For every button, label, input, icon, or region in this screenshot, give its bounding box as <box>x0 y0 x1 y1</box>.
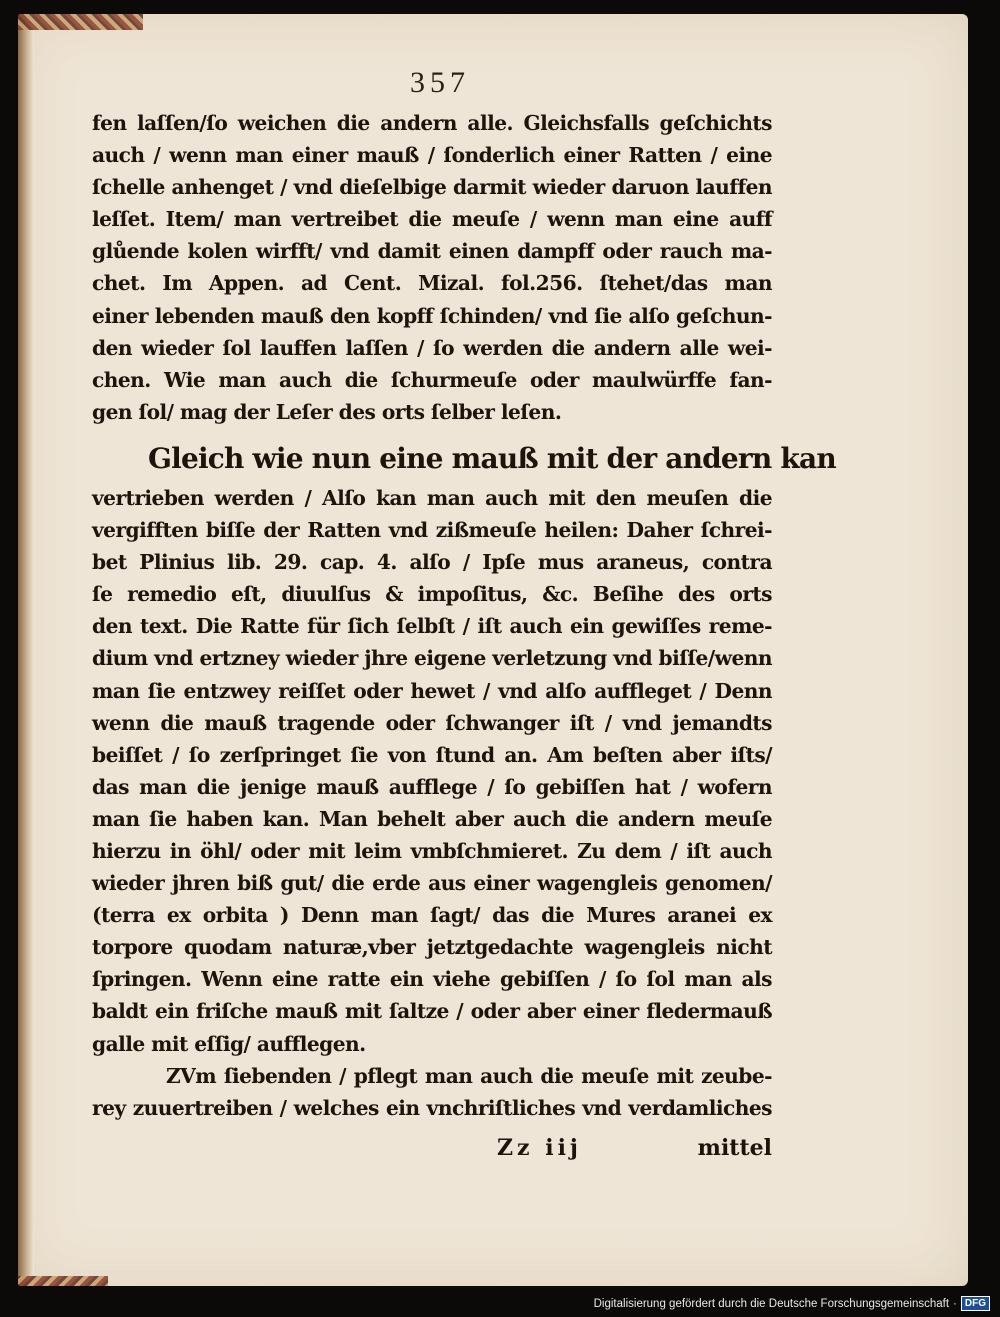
paragraph-gap <box>92 428 772 436</box>
text-line: bet Plinius lib. 29. cap. 4. alſo / Ipſe mus araneus, contra <box>92 550 772 575</box>
paragraph-opening-line: ZVm ſiebenden / pflegt man auch die meuſe mit zeube- <box>166 1063 772 1088</box>
text-line: galle mit eſſig/ aufflegen. <box>92 1031 366 1056</box>
text-line: (terra ex orbita ) Denn man ſagt/ das die Mures aranei ex <box>92 903 772 928</box>
text-line: ſe remedio eſt, diuulſus & impoſitus, &c. Beſihe des orts <box>92 582 772 607</box>
text-line: ſchelle anhenget / vnd dieſelbige darmit wieder daruon lauffen <box>92 175 772 200</box>
text-line: gen ſol/ mag der Leſer des orts ſelber leſen. <box>92 399 562 424</box>
catchword: mittel <box>697 1135 772 1161</box>
page-spine-shadow <box>18 14 34 1286</box>
text-line: einer lebenden mauß den kopff ſchinden/ vnd ſie alſo geſchun- <box>92 303 772 328</box>
credit-text: Digitalisierung gefördert durch die Deutsche Forschungsgemeinschaft <box>593 1297 950 1310</box>
text-line: beiſſet / ſo zerſpringet ſie von ſtund an. Am beſten aber iſts/ <box>92 742 772 767</box>
dfg-logo: DFG <box>961 1296 990 1311</box>
text-line: das man die jenige mauß aufflege / ſo gebiſſen hat / wofern <box>92 774 772 799</box>
digitization-credit: Digitalisierung gefördert durch die Deutsche Forschungsgemeinschaft · DFG <box>594 1296 990 1311</box>
text-line: hierzu in öhl/ oder mit leim vmbſchmieret. Zu dem / iſt auch <box>92 838 772 863</box>
text-line: man ſie entzwey reiſſet oder hewet / vnd alſo auffleget / Denn <box>92 678 772 703</box>
text-line: rey zuuertreiben / welches ein vnchriſtliches vnd verdamliches <box>92 1095 772 1120</box>
text-line: vertrieben werden / Alſo kan man auch mit den meuſen die <box>92 485 772 510</box>
text-line: auch / wenn man einer mauß / ſonderlich einer Ratten / eine <box>92 143 772 168</box>
text-line: dium vnd ertzney wieder jhre eigene verletzung vnd biſſe/wenn <box>92 646 772 671</box>
marbled-edge-bottom <box>18 1276 108 1286</box>
paragraph-opening-line: Gleich wie nun eine mauß mit der andern kan <box>148 441 836 475</box>
text-line: baldt ein friſche mauß mit ſaltze / oder aber einer fledermauß <box>92 999 772 1024</box>
text-line: den text. Die Ratte für ſich ſelbſt / iſt auch ein gewiſſes reme- <box>92 614 772 639</box>
text-line: vergifften biſſe der Ratten vnd zißmeuſe heilen: Daher ſchrei- <box>92 518 772 543</box>
text-line: glůende kolen wirfft/ vnd damit einen dampff oder rauch ma- <box>92 239 772 264</box>
text-line: chet. Im Appen. ad Cent. Mizal. fol.256. ſtehet/das man <box>92 271 772 296</box>
main-text <box>92 107 836 1124</box>
text-line: torpore quodam naturæ,vber jetztgedachte wagengleis nicht <box>92 935 772 960</box>
text-line: wieder jhren biß gut/ die erde aus einer wagengleis genomen/ <box>92 871 772 896</box>
text-line: chen. Wie man auch die ſchurmeuſe oder maulwürffe fan- <box>92 367 772 392</box>
text-line: fen laſſen/ſo weichen die andern alle. Gleichsfalls geſchichts <box>92 111 772 135</box>
text-line: den wieder ſol lauffen laſſen / ſo werden die andern alle wei- <box>92 335 772 360</box>
marbled-edge-top <box>18 14 143 30</box>
book-page <box>18 14 968 1286</box>
text-line: man ſie haben kan. Man behelt aber auch die andern meuſe <box>92 806 772 831</box>
text-line: ſpringen. Wenn eine ratte ein viehe gebiſſen / ſo ſol man als <box>92 967 772 992</box>
text-line: leſſet. Item/ man vertreibet die meuſe / wenn man eine auff <box>92 207 772 232</box>
signature-mark: Zz iij <box>497 1135 582 1161</box>
page-footer <box>92 1135 772 1167</box>
page-number: 357 <box>410 66 470 99</box>
text-line: wenn die mauß tragende oder ſchwanger iſt / vnd jemandts <box>92 710 772 735</box>
